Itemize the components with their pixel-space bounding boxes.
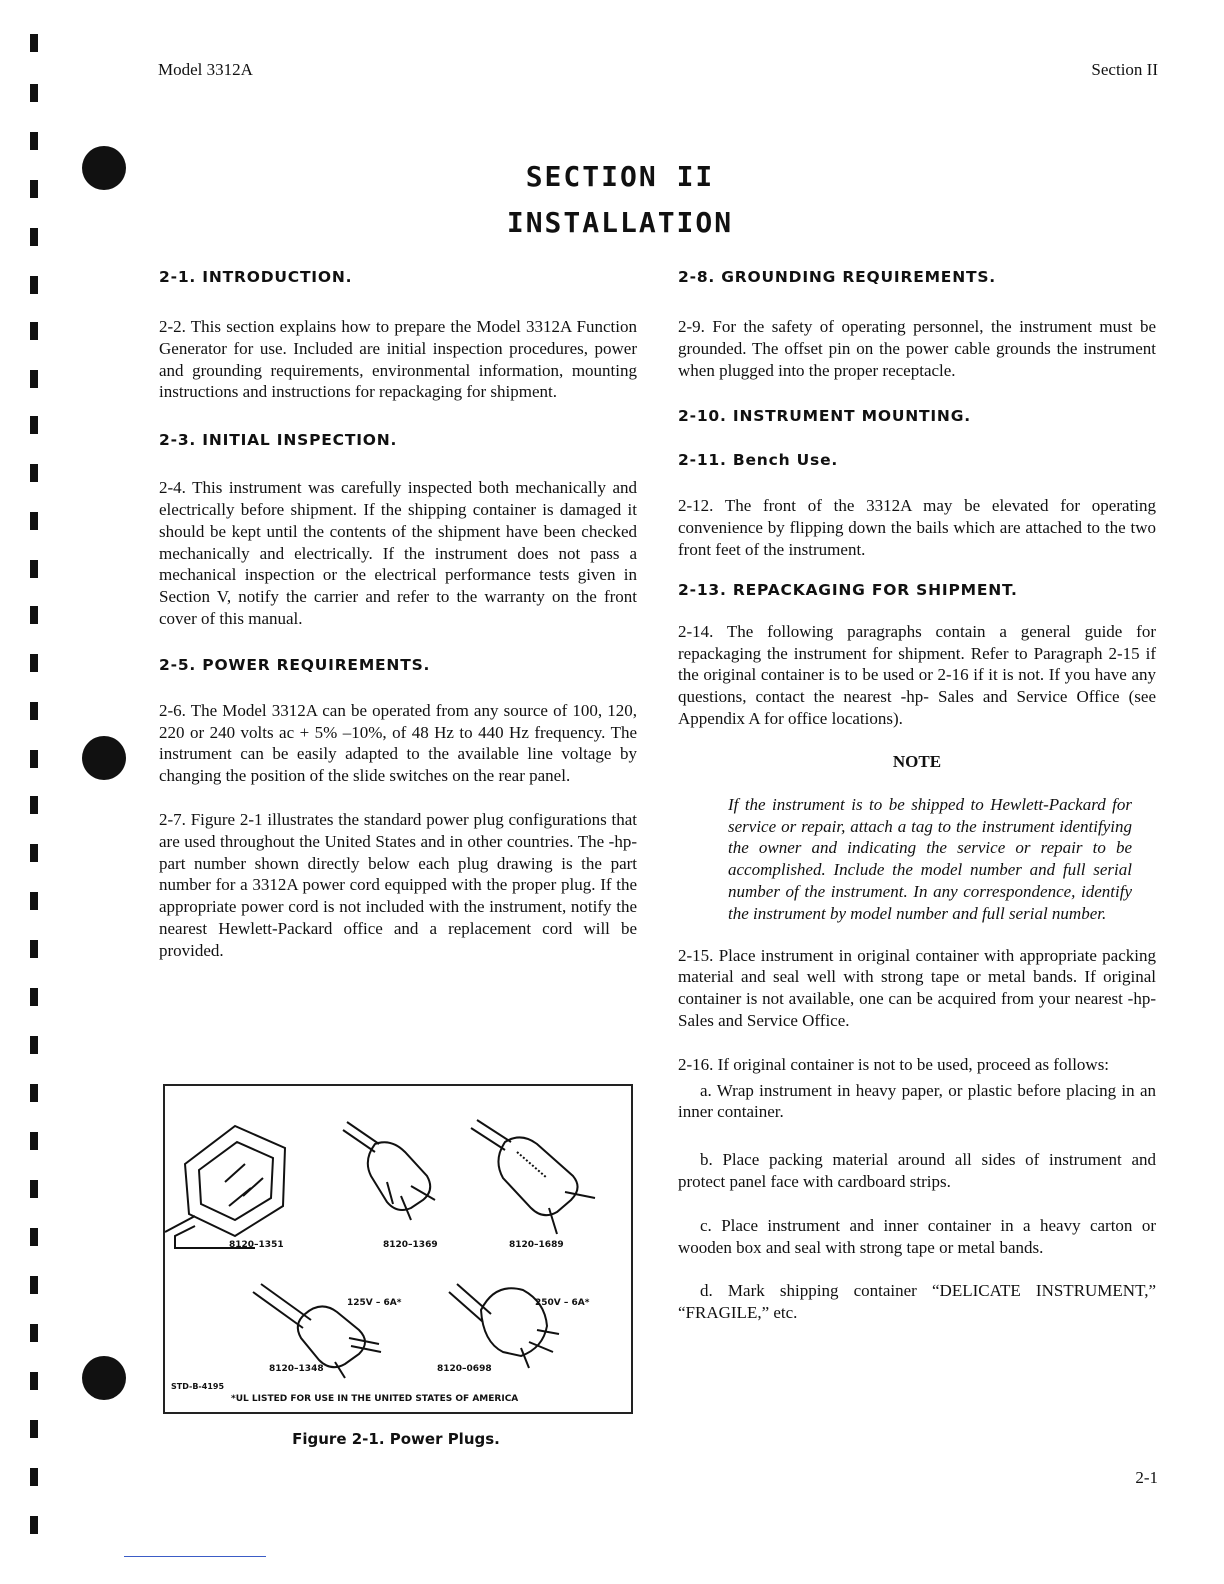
edge-mark	[30, 1228, 38, 1246]
edge-mark	[30, 560, 38, 578]
note-title: NOTE	[892, 751, 942, 771]
heading-power-requirements: 2-5. POWER REQUIREMENTS.	[159, 655, 431, 674]
plug-1351-drawing	[165, 1126, 285, 1248]
part-number-0698: 8120–0698	[437, 1364, 492, 1374]
edge-mark	[30, 512, 38, 530]
figure-caption: Figure 2-1. Power Plugs.	[292, 1430, 500, 1448]
section-title: SECTION II	[525, 160, 715, 193]
edge-mark	[30, 606, 38, 624]
edge-mark	[30, 1084, 38, 1102]
header-model: Model 3312A	[158, 60, 253, 79]
heading-repackaging: 2-13. REPACKAGING FOR SHIPMENT.	[678, 580, 1018, 599]
paragraph-2-6: 2-6. The Model 3312A can be operated from any source of 100, 120, 220 or 240 volts ac + 5% –10%, of 48 Hz to 440 Hz frequency. The instrument can be easily adapted to the available line voltage by changing the position of the slide switches on the rear panel.	[159, 700, 637, 786]
edge-mark	[30, 84, 38, 102]
edge-mark	[30, 1468, 38, 1486]
part-number-1689: 8120–1689	[509, 1240, 564, 1250]
edge-mark	[30, 796, 38, 814]
edge-mark	[30, 1420, 38, 1438]
rating-125v: 125V – 6A*	[347, 1298, 402, 1308]
edge-mark	[30, 276, 38, 294]
page-number: 2-1	[1135, 1468, 1158, 1487]
ul-note: *UL LISTED FOR USE IN THE UNITED STATES OF AMERICA	[231, 1394, 519, 1404]
edge-mark	[30, 1372, 38, 1390]
figure-power-plugs	[163, 1084, 633, 1414]
scan-line	[124, 1556, 266, 1557]
part-number-1348: 8120–1348	[269, 1364, 324, 1374]
plug-1369-drawing	[343, 1122, 435, 1220]
step-b: b. Place packing material around all sides of instrument and protect panel face with cardboard strips.	[678, 1150, 1156, 1191]
edge-mark	[30, 228, 38, 246]
paragraph-2-4: 2-4. This instrument was carefully inspected both mechanically and electrically before shipment. If the shipping container is damaged it should be kept until the contents of the shipment have been checked mechanically and electrically. If the instrument does not pass a mechanical inspection or the electrical performance tests given in Section V, notify the carrier and refer to the warranty on the front cover of this manual.	[159, 478, 637, 628]
heading-bench-use: 2-11. Bench Use.	[678, 451, 839, 470]
paragraph-2-14: 2-14. The following paragraphs contain a general guide for repackaging the instrument for shipment. Refer to Paragraph 2-15 if the original container is to be used or 2-16 if it is not. If you have any questions, contact the nearest -hp- Sales and Service Office (see Appendix A for office locations).	[678, 621, 1156, 728]
standard-code: STD-B-4195	[171, 1382, 225, 1391]
edge-mark	[30, 654, 38, 672]
edge-mark	[30, 1516, 38, 1534]
edge-mark	[30, 1180, 38, 1198]
edge-mark	[30, 844, 38, 862]
rating-250v: 250V – 6A*	[535, 1298, 590, 1308]
part-number-1351: 8120–1351	[229, 1240, 284, 1250]
plug-0698-drawing	[449, 1284, 559, 1368]
edge-mark	[30, 702, 38, 720]
step-a: a. Wrap instrument in heavy paper, or plastic before placing in an inner container.	[678, 1080, 1156, 1122]
heading-initial-inspection: 2-3. INITIAL INSPECTION.	[159, 431, 398, 450]
paragraph-2-12: 2-12. The front of the 3312A may be elevated for operating convenience by flipping down the bails which are attached to the two front feet of the instrument.	[678, 496, 1156, 559]
edge-mark	[30, 1276, 38, 1294]
paragraph-2-2: 2-2. This section explains how to prepare the Model 3312A Function Generator for use. Included are initial inspection procedures, power and grounding requirements, environmental information, mounting instructions and instructions for repackaging for shipment.	[159, 317, 637, 402]
step-c: c. Place instrument and inner container in a heavy carton or wooden box and seal with strong tape or metal bands.	[678, 1215, 1156, 1257]
edge-mark	[30, 1036, 38, 1054]
header-section: Section II	[1091, 60, 1158, 79]
step-d: d. Mark shipping container “DELICATE INSTRUMENT,” “FRAGILE,” etc.	[678, 1281, 1156, 1323]
edge-mark	[30, 750, 38, 768]
note-body: If the instrument is to be shipped to Hewlett-Packard for service or repair, attach a tag to the instrument identifying the owner and indicating the service or repair to be accomplished. Include the model number and full serial number of the instrument. In any correspondence, identify the instrument by model number and full serial number.	[728, 794, 1132, 923]
paragraph-2-7: 2-7. Figure 2-1 illustrates the standard power plug configurations that are used throughout the United States and in other countries. The -hp- part number shown directly below each plug drawing is the part number for a 3312A power cord equipped with the proper plug. If the appropriate power cord is not included with the instrument, notify the nearest Hewlett-Packard office and a replacement cord will be provided.	[159, 809, 637, 960]
paragraph-2-9: 2-9. For the safety of operating personnel, the instrument must be grounded. The offset pin on the power cable grounds the instrument when plugged into the proper receptacle.	[678, 317, 1156, 380]
edge-mark	[30, 370, 38, 388]
punch-hole	[82, 146, 126, 190]
edge-mark	[30, 34, 38, 52]
heading-introduction: 2-1. INTRODUCTION.	[159, 268, 353, 286]
edge-mark	[30, 132, 38, 150]
edge-mark	[30, 1324, 38, 1342]
edge-mark	[30, 1132, 38, 1150]
heading-grounding-requirements: 2-8. GROUNDING REQUIREMENTS.	[678, 268, 996, 286]
left-column	[159, 268, 637, 962]
punch-hole	[82, 1356, 126, 1400]
edge-mark	[30, 322, 38, 340]
edge-mark	[30, 464, 38, 482]
section-subtitle: INSTALLATION	[506, 206, 734, 239]
edge-mark	[30, 416, 38, 434]
plug-1689-drawing	[471, 1120, 595, 1234]
edge-mark	[30, 180, 38, 198]
heading-instrument-mounting: 2-10. INSTRUMENT MOUNTING.	[678, 407, 971, 426]
edge-mark	[30, 892, 38, 910]
punch-hole	[82, 736, 126, 780]
right-column	[678, 268, 1156, 1324]
paragraph-2-15: 2-15. Place instrument in original container with appropriate packing material and seal well with strong tape or metal bands. If original container is not available, one can be acquired from your nearest -hp- Sales and Service Office.	[678, 945, 1156, 1030]
edge-mark	[30, 940, 38, 958]
paragraph-2-16: 2-16. If original container is not to be used, proceed as follows:	[678, 1054, 1110, 1074]
edge-mark	[30, 988, 38, 1006]
part-number-1369: 8120–1369	[383, 1240, 438, 1250]
